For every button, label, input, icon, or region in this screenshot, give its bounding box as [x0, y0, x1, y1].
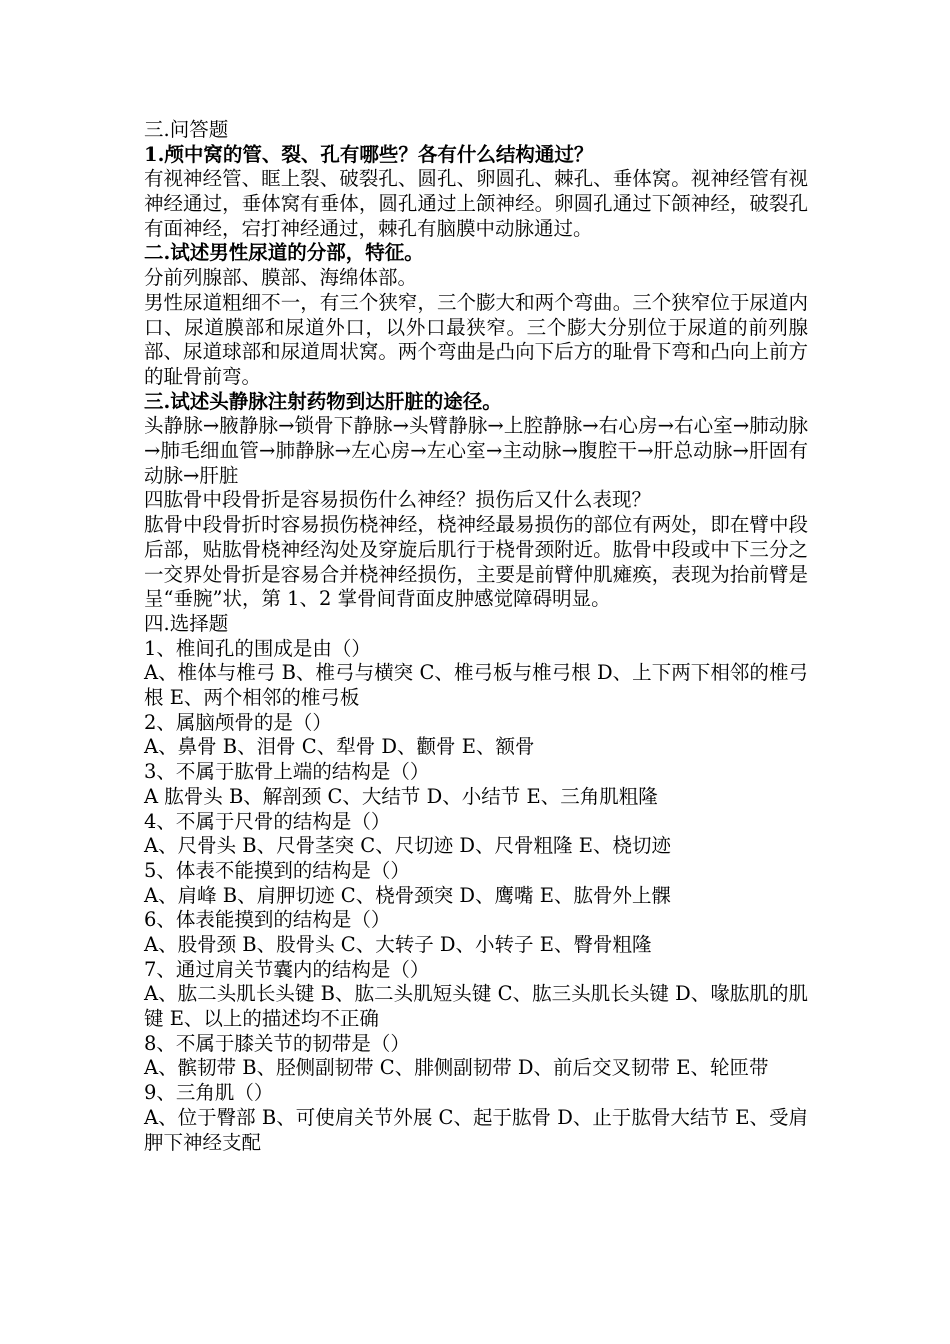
choice-question: 9、三角肌（）: [144, 1081, 274, 1105]
choice-question: 5、体表不能摸到的结构是（）: [144, 858, 410, 882]
section-heading-qa: 三.问答题: [144, 118, 229, 141]
choice-options: A、椎体与椎弓 B、椎弓与横突 C、椎弓板与椎弓根 D、上下两下相邻的椎弓根 E、两个相邻的椎弓板: [144, 661, 808, 710]
choice-options: A、位于臀部 B、可使肩关节外展 C、起于肱骨 D、止于肱骨大结节 E、受肩胛下神经支配: [144, 1105, 808, 1154]
choice-question: 3、不属于肱骨上端的结构是（）: [144, 760, 430, 784]
choice-question: 7、通过肩关节囊内的结构是（）: [144, 957, 430, 981]
question-1-answer: 有视神经管、眶上裂、破裂孔、圆孔、卵圆孔、棘孔、垂体窝。视神经管有视神经通过，垂体窝有垂体，圆孔通过上颌神经。卵圆孔通过下颌神经，破裂孔有面神经，宕打神经通过，棘孔有脑膜中动脉通过。: [144, 167, 808, 240]
choice-options: A 肱骨头 B、解剖颈 C、大结节 D、小结节 E、三角肌粗隆: [144, 784, 658, 808]
question-4-answer: 肱骨中段骨折时容易损伤桡神经，桡神经最易损伤的部位有两处，即在臂中段后部，贴肱骨桡神经沟处及穿旋后肌行于桡骨颈附近。肱骨中段或中下三分之一交界处骨折是容易合并桡神经损伤，主要是前臂仲肌瘫痪，表现为抬前臂是呈“垂腕”状，第 1、2 掌骨间背面皮肿感觉障碍明显。: [144, 513, 808, 611]
choice-question: 1、椎间孔的围成是由（）: [144, 636, 371, 660]
question-2-answer-parts: 分前列腺部、膜部、海绵体部。: [144, 266, 418, 290]
question-3-answer: 头静脉→腋静脉→锁骨下静脉→头臂静脉→上腔静脉→右心房→右心室→肺动脉→肺毛细血管→肺静脉→左心房→左心室→主动脉→腹腔干→肝总动脉→肝固有动脉→肝脏: [144, 414, 808, 487]
choice-question: 8、不属于膝关节的韧带是（）: [144, 1031, 410, 1055]
choice-question: 4、不属于尺骨的结构是（）: [144, 809, 391, 833]
question-1-title: 1.颅中窝的管、裂、孔有哪些？各有什么结构通过？: [144, 142, 594, 166]
section-heading-choice: 四.选择题: [144, 611, 229, 635]
choice-options: A、尺骨头 B、尺骨茎突 C、尺切迹 D、尺骨粗隆 E、桡切迹: [144, 834, 671, 858]
choice-options: A、鼻骨 B、泪骨 C、犁骨 D、颧骨 E、额骨: [144, 735, 535, 759]
choice-options: A、股骨颈 B、股骨头 C、大转子 D、小转子 E、臀骨粗隆: [144, 933, 652, 956]
choice-question: 2、属脑颅骨的是（）: [144, 710, 332, 734]
document-page: [144, 118, 808, 1155]
choice-options: A、肱二头肌长头键 B、肱二头肌短头键 C、肱三头肌长头键 D、喙肱肌的肌键 E、以上的描述均不正确: [144, 982, 808, 1031]
choice-options: A、髌韧带 B、胫侧副韧带 C、腓侧副韧带 D、前后交叉韧带 E、轮匝带: [144, 1056, 769, 1080]
choice-question: 6、体表能摸到的结构是（）: [144, 908, 391, 932]
question-2-answer-features: 男性尿道粗细不一，有三个狭窄，三个膨大和两个弯曲。三个狭窄位于尿道内口、尿道膜部和尿道外口，以外口最狭窄。三个膨大分别位于尿道的前列腺部、尿道球部和尿道周状窝。两个弯曲是凸向下后方的耻骨下弯和凸向上前方的耻骨前弯。: [144, 290, 808, 388]
question-4-title: 四肱骨中段骨折是容易损伤什么神经？损伤后又什么表现？: [144, 488, 652, 512]
question-3-title: 三.试述头静脉注射药物到达肝脏的途径。: [144, 389, 502, 413]
question-2-title: 二.试述男性尿道的分部，特征。: [144, 241, 424, 265]
choice-options: A、肩峰 B、肩胛切迹 C、桡骨颈突 D、鹰嘴 E、肱骨外上髁: [144, 883, 671, 907]
